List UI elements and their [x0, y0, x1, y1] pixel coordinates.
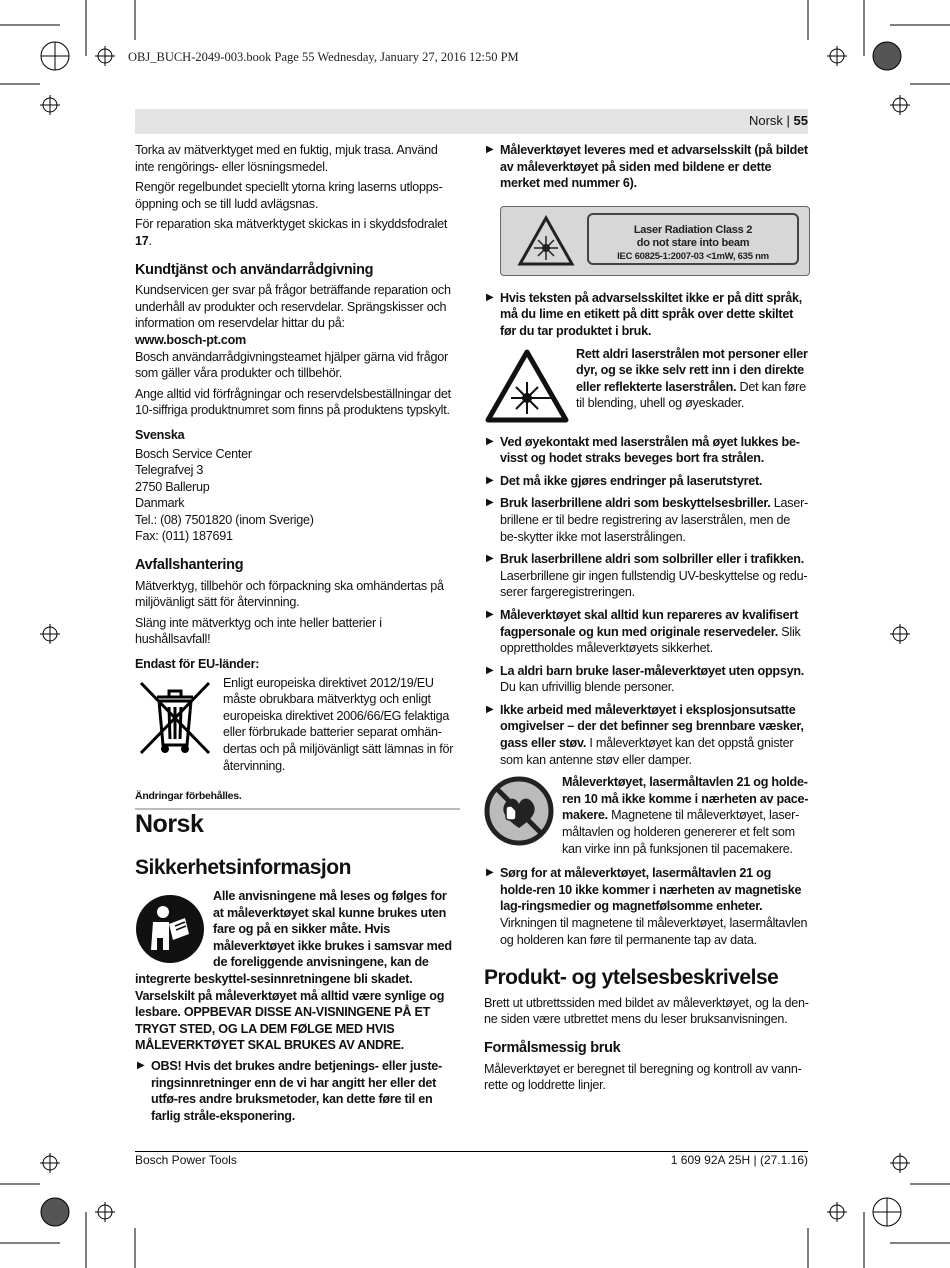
page-number: 55	[793, 113, 808, 128]
bullet-arrow-icon: ▶	[137, 1059, 145, 1071]
address-line: 2750 Ballerup	[135, 479, 210, 494]
list-item-text: Virkningen til magnetene til måleverktøyet, lasermåltavlen og holderen kan føre til permanente tap av data.	[500, 916, 808, 947]
paragraph: Släng inte mätverktyg och inte heller batterier i hushållsavfall!	[135, 615, 382, 647]
list-item-text: Du kan ufrivillig blende personer.	[500, 680, 675, 695]
laser-hazard-icon	[484, 348, 570, 424]
address-line: Fax: (011) 187691	[135, 529, 233, 544]
read-manual-icon	[135, 894, 205, 964]
paragraph: Rengör regelbundet speciellt ytorna kring laserns utlopps-öppning och se till ludd avlägsnas.	[135, 180, 443, 211]
address-line: Telegrafvej 3	[135, 463, 204, 478]
eu-heading: Endast för EU-länder:	[135, 657, 260, 672]
list-item-text: Laser-brillene er til bedre registrering av laserstrålen, men de be-skytter ikke mot laserstrålingen.	[500, 496, 808, 544]
list-item	[484, 473, 810, 490]
paragraph-text: För reparation ska mätverktyget skickas in i skyddsfodralet	[135, 217, 448, 232]
right-column	[484, 142, 810, 1098]
bullet-arrow-icon: ▶	[486, 703, 494, 715]
list-item	[484, 865, 810, 948]
language-title: Norsk	[135, 810, 204, 838]
safety-block	[135, 888, 460, 1130]
list-item	[484, 434, 810, 467]
paragraph	[135, 216, 460, 249]
laser-warning-text: Det kan føre til blending, uhell og øyeskader.	[576, 379, 806, 411]
laser-warning-block	[484, 346, 810, 424]
list-item-text: Måleverktøyet leveres med et advarselsskilt (på bildet av måleverktøyet på siden med bildene er dette merket med nummer 6).	[500, 143, 808, 191]
label-line: do not stare into beam	[636, 236, 750, 249]
address-line: Bosch Service Center	[135, 446, 252, 461]
pacemaker-warning-text: Magnetene til måleverktøyet, laser-måltavlen og holderen genererer et felt som kan virke inn på funksjonen til pacemakere.	[562, 808, 800, 856]
list-item	[484, 142, 810, 192]
bullet-arrow-icon: ▶	[486, 553, 494, 565]
page-header	[749, 113, 808, 128]
bullet-arrow-icon: ▶	[486, 435, 494, 447]
paragraph: Ange alltid vid förfrågningar och reservdelsbeställningar det 10-siffriga produktnumret som finns på produktens typskylt.	[135, 386, 451, 418]
list-item-text: Slik opprettholdes måleverktøyets sikkerhet.	[500, 624, 801, 656]
section-heading: Avfallshantering	[135, 557, 244, 574]
crossed-bin-icon	[135, 677, 215, 757]
list-item	[135, 1058, 460, 1124]
safety-general-warning: Alle anvisningene må leses og følges for at måleverktøyet skal kunne brukes uten fare og på en sikker måte. Hvis måleverktøyet ikke brukes i samsvar med de foreliggende anvisningene, kan de integrerte beskyttel-sesinnretningene bli skadet. Varselskilt på måleverktøyet må alltid være synlige og lesbare. OPPBEVAR DISSE AN-VISNINGENE PÅ ET TRYGT STED, OG LA DEM FØLGE MED HVIS MÅLEVERKTØYET SKAL BRUKES AV ANDRE.	[135, 889, 452, 1053]
paragraph: Måleverktøyet er beregnet til beregning og kontroll av vann-rette og loddrette linjer.	[484, 1061, 802, 1093]
paragraph: Torka av mätverktyget med en fuktig, mjuk trasa. Använd inte rengörings- eller lösningsmedel.	[135, 143, 438, 174]
list-item-text: Det må ikke gjøres endringer på laserutstyret.	[500, 473, 763, 488]
header-language: Norsk	[748, 113, 783, 128]
changes-note: Ändringar förbehålles.	[135, 790, 242, 803]
list-item-bold: Bruk laserbrillene aldri som beskyttelsesbriller.	[500, 496, 771, 511]
pacemaker-warning-bold: Måleverktøyet, lasermåltavlen 21 og holde-ren 10 må ikke komme i nærheten av pace-makere.	[562, 775, 809, 823]
laser-label-text	[587, 213, 799, 265]
safety-title: Sikkerhetsinformasjon	[135, 856, 351, 879]
list-item	[484, 607, 810, 657]
section-heading: Formålsmessig bruk	[484, 1039, 621, 1056]
list-item-bold: La aldri barn bruke laser-måleverktøyet uten oppsyn.	[500, 663, 805, 678]
header-band	[135, 109, 808, 134]
footer-brand: Bosch Power Tools	[135, 1153, 237, 1167]
list-item-text: I måleverktøyet kan det oppstå gnister som kan antenne støv eller damper.	[500, 736, 794, 767]
pacemaker-block	[484, 774, 810, 857]
eu-text: Enligt europeiska direktivet 2012/19/EU måste obrukbara mätverktyg och enligt europeiska direktivet 2006/66/EG felaktiga eller förbrukade batterier separat omhän-dertas och på miljövänligt sätt lämnas in för återvinning.	[223, 675, 454, 773]
address-line: Tel.: (08) 7501820 (inom Sverige)	[135, 512, 314, 527]
address-line: Danmark	[135, 496, 185, 511]
laser-warning-label	[500, 206, 810, 276]
label-line: Laser Radiation Class 2	[633, 223, 753, 236]
ref-number: 17	[135, 233, 149, 248]
list-item	[484, 702, 810, 768]
list-item-bold: Bruk laserbrillene aldri som solbriller eller i trafikken.	[500, 552, 804, 567]
laser-warning-bold: Rett aldri laserstrålen mot personer eller dyr, og se ikke selv rett inn i den direkte eller reflekterte laserstrålen.	[576, 346, 808, 394]
bullet-arrow-icon: ▶	[486, 497, 494, 509]
header-separator: |	[782, 113, 794, 128]
list-item	[484, 290, 810, 340]
footer-divider	[135, 1151, 808, 1152]
list-item-text: Hvis teksten på advarselsskiltet ikke er på ditt språk, må du lime en etikett på ditt språk over dette skiltet før du tar produktet i bruk.	[500, 290, 802, 338]
left-column	[135, 142, 460, 809]
list-item-bold: Ikke arbeid med måleverktøyet i eksplosjonsutsatte omgivelser – der det befinner seg brennbare væsker, gass eller støv.	[500, 702, 804, 751]
list-item-bold: Sørg for at måleverktøyet, lasermåltavlen 21 og holde-ren 10 ikke kommer i nærheten av magnetiske lag-ringsmedier og magnetfølsomme enheter.	[500, 866, 802, 914]
website-link[interactable]: www.bosch-pt.com	[135, 332, 246, 347]
address-block	[135, 446, 460, 546]
country-heading: Svenska	[135, 427, 185, 442]
bullet-arrow-icon: ▶	[486, 474, 494, 486]
list-item-bold: Måleverktøyet skal alltid kun repareres av kvalifisert fagpersonale og kun med originale reservedeler.	[500, 607, 799, 639]
list-item	[484, 551, 810, 601]
bullet-arrow-icon: ▶	[486, 291, 494, 303]
bullet-arrow-icon: ▶	[486, 664, 494, 676]
footer-doc-number: 1 609 92A 25H | (27.1.16)	[670, 1153, 808, 1167]
product-section-title: Produkt- og ytelsesbeskrivelse	[484, 966, 779, 990]
book-header: OBJ_BUCH-2049-003.book Page 55 Wednesday, January 27, 2016 12:50 PM	[128, 50, 519, 64]
laser-warning-icon	[517, 215, 575, 267]
bullet-arrow-icon: ▶	[486, 608, 494, 620]
list-item	[484, 495, 810, 545]
label-line: IEC 60825-1:2007-03 <1mW, 635 nm	[617, 250, 769, 262]
paragraph: Kundservicen ger svar på frågor beträffande reparation och underhåll av produkter och reservdelar. Sprängskisser och information om reservdelar hittar du på:	[135, 283, 451, 331]
list-item-text: Laserbrillene gir ingen fullstendig UV-beskyttelse og redu-serer fargeregistreringen.	[500, 568, 808, 600]
list-item-text: OBS! Hvis det brukes andre betjenings- eller juste-ringsinnretninger enn de vi har angitt her eller det utfø-res andre bruksmetoder, kan dette føre til en farlig stråle-eksponering.	[151, 1058, 442, 1123]
list-item-text: Ved øyekontakt med laserstrålen må øyet lukkes be-visst og hodet straks beveges bort fra strålen.	[500, 434, 800, 466]
eu-block	[135, 675, 460, 775]
bullet-arrow-icon: ▶	[486, 144, 494, 155]
paragraph: Mätverktyg, tillbehör och förpackning ska omhändertas på miljövänligt sätt för återvinning.	[135, 578, 444, 610]
no-pacemaker-icon	[484, 776, 554, 846]
paragraph-end: .	[148, 233, 152, 248]
bullet-arrow-icon: ▶	[486, 867, 494, 879]
paragraph: Bosch användarrådgivningsteamet hjälper gärna vid frågor som gäller våra produkter och tillbehör.	[135, 349, 448, 381]
list-item	[484, 663, 810, 696]
paragraph: Brett ut utbrettssiden med bildet av måleverktøyet, og la den-ne siden være utbrettet mens du leser bruksanvisningen.	[484, 995, 809, 1027]
section-heading: Kundtjänst och användarrådgivning	[135, 261, 374, 278]
